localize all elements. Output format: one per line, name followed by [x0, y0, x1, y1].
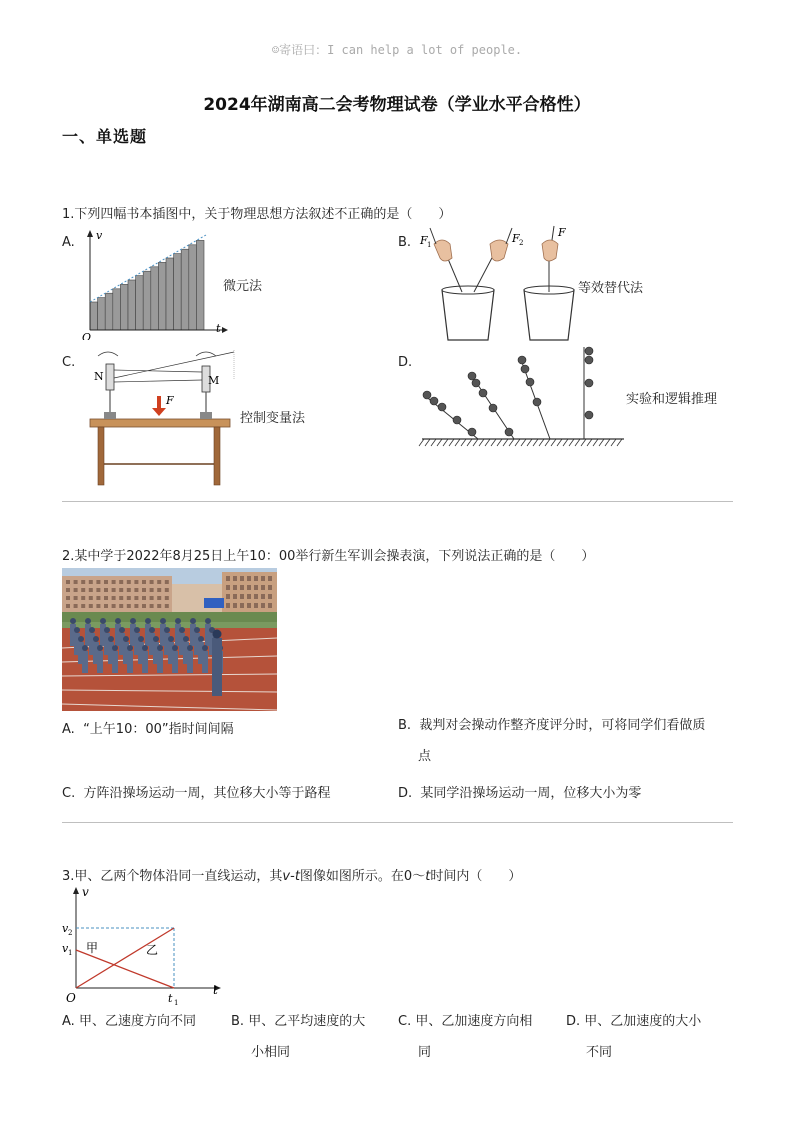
- ground-hatch: [551, 439, 556, 446]
- ground-hatch: [467, 439, 472, 446]
- soldier-cap: [138, 636, 144, 642]
- ground-hatch: [419, 439, 424, 446]
- building-window: [268, 585, 272, 590]
- page-title: 2024年湖南高二会考物理试卷（学业水平合格性）: [203, 95, 591, 115]
- building-window: [150, 596, 154, 600]
- ground-hatch: [437, 439, 442, 446]
- ground-hatch: [425, 439, 430, 446]
- fig-c-m: M: [208, 374, 220, 387]
- soldier-cap: [153, 636, 159, 642]
- divider: [62, 822, 733, 823]
- ground-hatch: [533, 439, 538, 446]
- soldier-cap: [187, 645, 193, 651]
- q3-graph-v-axis: v: [82, 885, 89, 899]
- building-window: [119, 588, 123, 592]
- soldier: [157, 651, 163, 673]
- q2-option-a-text: “上午10：00”指时间间隔: [83, 722, 234, 737]
- building-window: [157, 604, 161, 608]
- ground-hatch: [575, 439, 580, 446]
- building-window: [104, 580, 108, 584]
- soldier-cap: [89, 627, 95, 633]
- q1-option-b-letter[interactable]: B.: [398, 235, 412, 250]
- building-window: [89, 604, 93, 608]
- building-window: [226, 576, 230, 581]
- building-window: [157, 588, 161, 592]
- building-window: [150, 588, 154, 592]
- building-window: [66, 588, 70, 592]
- building-window: [96, 580, 100, 584]
- q3-option-a[interactable]: [62, 1006, 196, 1037]
- q3-option-b-text: 甲、乙平均速度的大: [248, 1014, 366, 1029]
- soldier-cap: [115, 618, 121, 624]
- fig-a-v-label: v: [96, 229, 103, 242]
- soldier: [127, 651, 133, 673]
- building-window: [81, 580, 85, 584]
- soldier-cap: [78, 636, 84, 642]
- q3-stem-t1: t: [425, 869, 431, 884]
- fig-b-f: F: [558, 226, 566, 239]
- ground-hatch: [431, 439, 436, 446]
- building-window: [66, 596, 70, 600]
- q3-graph-t1-sub: 1: [174, 999, 179, 1007]
- building-window: [165, 588, 169, 592]
- soldier-cap: [175, 618, 181, 624]
- building-window: [247, 576, 251, 581]
- q3-option-b-text-cont: 小相同: [251, 1045, 291, 1060]
- fig-a-t-label: t: [216, 322, 221, 335]
- building-window: [81, 596, 85, 600]
- building-window: [112, 596, 116, 600]
- building-window: [96, 588, 100, 592]
- soldier-cap: [104, 627, 110, 633]
- q3-option-d-letter: D.: [566, 1014, 581, 1029]
- building-window: [150, 604, 154, 608]
- q1-option-b-caption: 等效替代法: [578, 281, 644, 296]
- q2-option-c-text: 方阵沿操场运动一周，其位移大小等于路程: [83, 786, 331, 801]
- soldier-cap: [100, 618, 106, 624]
- q2-option-d-text: 某同学沿操场运动一周，位移大小为零: [420, 786, 642, 801]
- q3-vt-graph: [58, 884, 226, 1008]
- histogram-bar: [98, 298, 106, 330]
- q3-stem-dash: -: [290, 869, 295, 884]
- question-3-stem: [62, 865, 521, 884]
- building-window: [226, 585, 230, 590]
- soldier-cap: [164, 627, 170, 633]
- q2-option-a-letter: A.: [62, 722, 75, 737]
- soldier: [112, 651, 118, 673]
- q3-graph-v2: v: [62, 922, 69, 935]
- soldier-cap: [179, 627, 185, 633]
- soldier-cap: [172, 645, 178, 651]
- building-window: [134, 604, 138, 608]
- soldier-cap: [194, 627, 200, 633]
- q3-stem-v: v: [282, 869, 291, 884]
- soldier-cap: [205, 618, 211, 624]
- q2-option-c[interactable]: [62, 782, 331, 801]
- fig-b-f1-sub: 1: [427, 241, 432, 249]
- building-window: [119, 580, 123, 584]
- building-window: [66, 580, 70, 584]
- building-window: [142, 588, 146, 592]
- q2-option-d[interactable]: [398, 782, 641, 801]
- fig-b-f1: F: [420, 234, 428, 247]
- histogram-bar: [174, 254, 182, 330]
- ground-hatch: [485, 439, 490, 446]
- ground-hatch: [539, 439, 544, 446]
- fig-b-f2-sub: 2: [519, 239, 524, 247]
- q3-option-d-text: 甲、乙加速度的大小: [584, 1014, 702, 1029]
- q3-graph-t1: t: [168, 992, 173, 1005]
- building-window: [112, 604, 116, 608]
- building-window: [89, 580, 93, 584]
- building-window: [226, 603, 230, 608]
- q2-option-b-text: 裁判对会操动作整齐度评分时，可将同学们看做质: [419, 718, 706, 733]
- building-window: [165, 596, 169, 600]
- soldier-cap: [202, 645, 208, 651]
- q3-option-c[interactable]: [398, 1006, 532, 1068]
- q3-graph-yi-label: 乙: [146, 943, 159, 957]
- building-window: [74, 588, 78, 592]
- soldier-cap: [93, 636, 99, 642]
- building-window: [261, 594, 265, 599]
- histogram-bar: [158, 262, 166, 330]
- building-window: [127, 580, 131, 584]
- building-window: [74, 580, 78, 584]
- ground-hatch: [605, 439, 610, 446]
- building-window: [240, 603, 244, 608]
- building-window: [240, 585, 244, 590]
- q3-option-d-text-cont: 不同: [586, 1045, 613, 1060]
- q3-option-a-text: 甲、乙速度方向不同: [78, 1014, 196, 1029]
- q3-option-c-text: 甲、乙加速度方向相: [415, 1014, 533, 1029]
- building-window: [104, 588, 108, 592]
- soldier: [202, 651, 208, 673]
- q3-graph-v1: v: [62, 942, 69, 955]
- soldier-cap: [112, 645, 118, 651]
- q2-option-b-letter: B.: [398, 718, 412, 733]
- ground-hatch: [521, 439, 526, 446]
- building-window: [261, 585, 265, 590]
- soldier: [187, 651, 193, 673]
- building-window: [247, 603, 251, 608]
- q3-graph-t-axis: t: [213, 983, 218, 997]
- ground-hatch: [479, 439, 484, 446]
- building-window: [157, 596, 161, 600]
- soldier-cap: [168, 636, 174, 642]
- soldier-cap: [123, 636, 129, 642]
- building-window: [127, 604, 131, 608]
- histogram-bar: [90, 302, 98, 330]
- q1-option-a-caption: 微元法: [223, 279, 263, 294]
- q2-option-b-text-cont: 点: [418, 749, 432, 764]
- question-2-stem: 2.某中学于2022年8月25日上午10：00举行新生军训会操表演，下列说法正确的是（ ）: [62, 549, 595, 564]
- q2-option-c-letter: C.: [62, 786, 76, 801]
- q3-stem-mid: 图像如图所示。在0～: [299, 869, 426, 884]
- q1-option-c-letter[interactable]: C.: [62, 355, 76, 370]
- q3-stem-t: t: [294, 869, 300, 884]
- building-window: [74, 604, 78, 608]
- question-1-stem: 1.下列四幅书本插图中，关于物理思想方法叙述不正确的是（ ）: [62, 207, 452, 222]
- section-heading: 一、单选题: [62, 127, 148, 146]
- building-window: [127, 596, 131, 600]
- building-window: [268, 594, 272, 599]
- ground-hatch: [557, 439, 562, 446]
- q1-figure-a-histogram: [80, 225, 230, 340]
- soldier: [82, 651, 88, 673]
- histogram-bar: [143, 271, 151, 330]
- q1-option-c-caption: 控制变量法: [240, 411, 306, 426]
- q1-option-d-caption: 实验和逻辑推理: [626, 392, 718, 407]
- soldier: [142, 651, 148, 673]
- fig-b-f2: F: [512, 232, 520, 245]
- ground-hatch: [515, 439, 520, 446]
- q3-stem-pre: 3.甲、乙两个物体沿同一直线运动，其: [62, 869, 283, 884]
- building-window: [134, 580, 138, 584]
- building-window: [261, 603, 265, 608]
- building-window: [89, 596, 93, 600]
- soldier-cap: [160, 618, 166, 624]
- building-window: [268, 576, 272, 581]
- q3-option-c-text-cont: 同: [418, 1045, 432, 1060]
- building-window: [66, 604, 70, 608]
- ground-hatch: [593, 439, 598, 446]
- histogram-bar: [120, 284, 128, 330]
- building-window: [89, 588, 93, 592]
- ground-hatch: [491, 439, 496, 446]
- building-window: [142, 604, 146, 608]
- building-window: [142, 596, 146, 600]
- soldier-cap: [145, 618, 151, 624]
- ground-hatch: [581, 439, 586, 446]
- soldier-cap: [149, 627, 155, 633]
- building-window: [254, 603, 258, 608]
- ground-hatch: [455, 439, 460, 446]
- building-window: [96, 604, 100, 608]
- q3-graph-v2-sub: 2: [68, 929, 73, 937]
- ground-hatch: [599, 439, 604, 446]
- soldier: [172, 651, 178, 673]
- q1-option-a-letter[interactable]: A.: [62, 235, 75, 250]
- soldier-cap: [127, 645, 133, 651]
- divider: [62, 501, 733, 502]
- q2-photo-military-drill: [62, 568, 277, 711]
- building-window: [254, 585, 258, 590]
- soldier-cap: [134, 627, 140, 633]
- building-window: [165, 580, 169, 584]
- ground-hatch: [461, 439, 466, 446]
- building-window: [81, 588, 85, 592]
- building-window: [254, 576, 258, 581]
- ground-hatch: [611, 439, 616, 446]
- q3-stem-post: 时间内（ ）: [430, 869, 522, 884]
- soldier: [97, 651, 103, 673]
- q1-figure-b-force-cups: [412, 222, 582, 347]
- building-window: [247, 594, 251, 599]
- soldier-cap: [119, 627, 125, 633]
- fig-a-origin: O: [82, 331, 92, 340]
- building-window: [134, 588, 138, 592]
- ground-hatch: [545, 439, 550, 446]
- building-window: [119, 596, 123, 600]
- soldier-cap: [190, 618, 196, 624]
- q3-option-c-letter: C.: [398, 1014, 412, 1029]
- soldier-cap: [157, 645, 163, 651]
- building-window: [268, 603, 272, 608]
- building-window: [240, 594, 244, 599]
- histogram-bar: [151, 267, 159, 330]
- soldier-leader-cap: [213, 630, 222, 639]
- histogram-bar: [196, 240, 204, 330]
- histogram-bar: [189, 245, 197, 330]
- ground-hatch: [497, 439, 502, 446]
- building-window: [150, 580, 154, 584]
- histogram-bar: [181, 249, 189, 330]
- building-window: [127, 588, 131, 592]
- q3-option-b[interactable]: [231, 1006, 365, 1068]
- ground-hatch: [443, 439, 448, 446]
- building-window: [254, 594, 258, 599]
- building-window: [142, 580, 146, 584]
- ground-hatch: [569, 439, 574, 446]
- q3-option-d[interactable]: [566, 1006, 701, 1068]
- ground-hatch: [527, 439, 532, 446]
- building-window: [74, 596, 78, 600]
- building-window: [240, 576, 244, 581]
- histogram-bar: [136, 276, 144, 330]
- ground-hatch: [503, 439, 508, 446]
- soldier-leader: [212, 638, 222, 696]
- q3-graph-jia-label: 甲: [86, 941, 99, 955]
- soldier-cap: [198, 636, 204, 642]
- building-window: [112, 580, 116, 584]
- building-window: [233, 594, 237, 599]
- q3-option-a-letter: A.: [62, 1014, 75, 1029]
- q2-option-a[interactable]: [62, 718, 234, 737]
- q2-option-b[interactable]: [398, 710, 705, 772]
- soldier-cap: [183, 636, 189, 642]
- building-window: [247, 585, 251, 590]
- soldier-cap: [108, 636, 114, 642]
- q1-figure-d-inclines: [418, 345, 628, 453]
- building-window: [157, 580, 161, 584]
- q3-option-b-letter: B.: [231, 1014, 245, 1029]
- building-window: [119, 604, 123, 608]
- soldier-cap: [82, 645, 88, 651]
- q3-graph-v1-sub: 1: [68, 949, 73, 957]
- histogram-bar: [166, 258, 174, 330]
- building-window: [226, 594, 230, 599]
- ground-hatch: [617, 439, 622, 446]
- building-window: [261, 576, 265, 581]
- building-window: [104, 596, 108, 600]
- building-window: [233, 585, 237, 590]
- q3-graph-origin: O: [66, 991, 76, 1005]
- soldier-cap: [85, 618, 91, 624]
- building-window: [134, 596, 138, 600]
- soldier-cap: [70, 618, 76, 624]
- building-window: [233, 603, 237, 608]
- soldier-cap: [142, 645, 148, 651]
- building-window: [165, 604, 169, 608]
- soldier-cap: [130, 618, 136, 624]
- building-window: [104, 604, 108, 608]
- ground-hatch: [473, 439, 478, 446]
- building-window: [233, 576, 237, 581]
- q2-option-d-letter: D.: [398, 786, 413, 801]
- building-window: [96, 596, 100, 600]
- soldier-cap: [74, 627, 80, 633]
- q1-option-d-letter[interactable]: D.: [398, 355, 413, 370]
- q1-figure-c-mirror-table: [84, 344, 244, 489]
- soldier-cap: [97, 645, 103, 651]
- ground-hatch: [587, 439, 592, 446]
- fig-c-n: N: [94, 370, 104, 383]
- ground-hatch: [563, 439, 568, 446]
- histogram-bar: [105, 293, 113, 330]
- fig-c-f: F: [166, 394, 174, 407]
- watermark: ☺寄语曰：I can help a lot of people.: [271, 43, 523, 57]
- histogram-bar: [128, 280, 136, 330]
- ground-hatch: [449, 439, 454, 446]
- histogram-bar: [113, 289, 121, 330]
- ground-hatch: [509, 439, 514, 446]
- building-window: [112, 588, 116, 592]
- building-window: [81, 604, 85, 608]
